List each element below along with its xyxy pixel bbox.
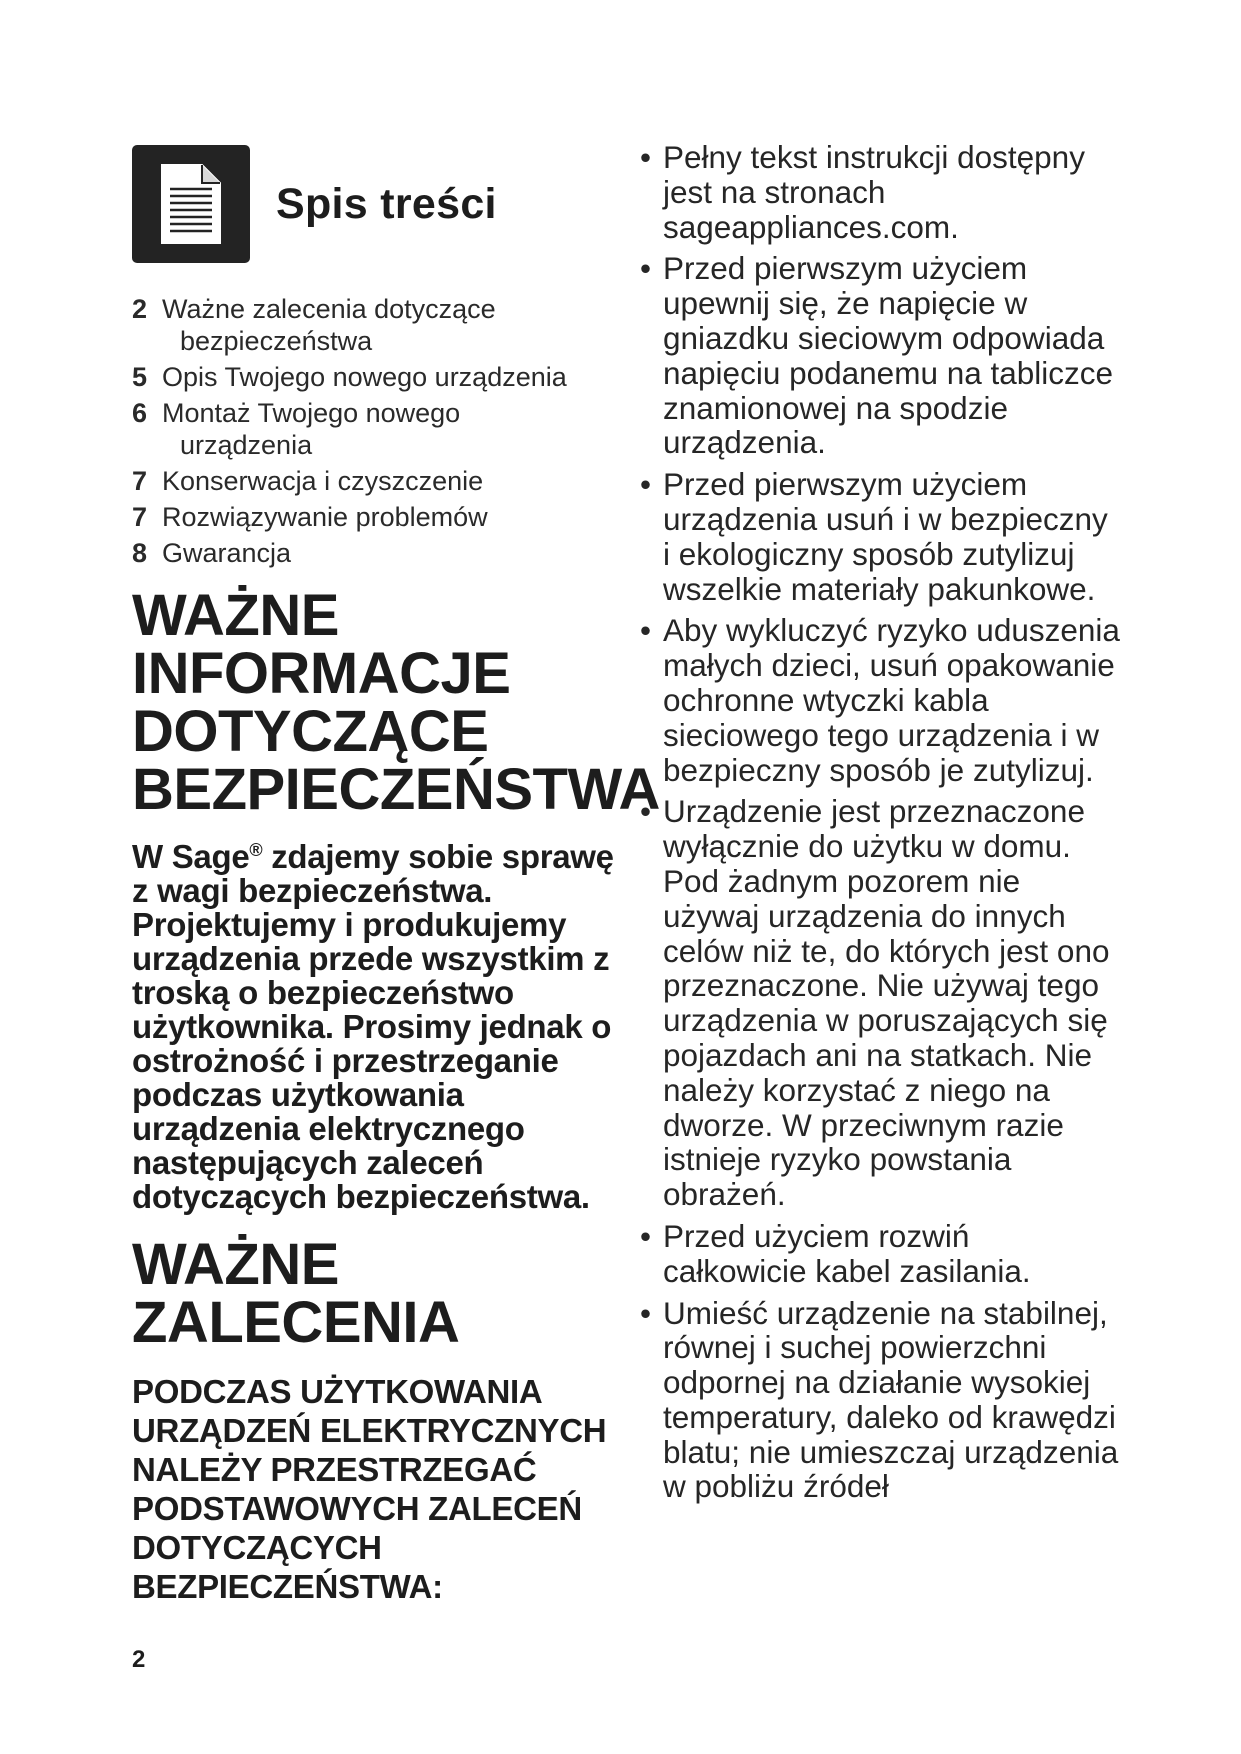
recommendations-heading: WAŻNE ZALECENIA <box>132 1232 460 1355</box>
toc-item-text: Gwarancja <box>162 538 292 568</box>
toc-item[interactable] <box>132 537 632 569</box>
safety-bullet-list <box>640 140 1120 1504</box>
toc-item-page: 6 <box>132 398 148 428</box>
toc-item-text: Opis Twojego nowego urządzenia <box>162 362 567 392</box>
registered-mark: ® <box>249 840 263 860</box>
safety-bullet: • Przed użyciem rozwiń całkowicie kabel zasilania. <box>640 1219 1120 1289</box>
toc-item[interactable] <box>132 501 632 533</box>
toc-item-page: 7 <box>132 466 148 496</box>
intro-text: zdajemy sobie sprawę z wagi bezpieczeństwa. Projektujemy i produkujemy urządzenia przede wszystkim z troską o bezpieczeństwo użytkownika. Prosimy jednak o ostrożność i przestrzeganie podczas użytkowania urządzenia elektrycznego następujących zaleceń dotyczących bezpieczeństwa. <box>132 838 614 1215</box>
safety-bullet: • Przed pierwszym użyciem upewnij się, że napięcie w gniazdku sieciowym odpowiada napięciu podanemu na tabliczce znamionowej na spodzie urządzenia. <box>640 251 1120 460</box>
toc-item[interactable] <box>132 361 632 393</box>
toc-item-page: 7 <box>132 502 148 532</box>
safety-intro <box>132 833 632 1214</box>
right-column <box>640 140 1120 1511</box>
safety-bullet: • Umieść urządzenie na stabilnej, równej i suchej powierzchni odpornej na działanie wysokiej temperatury, daleko od krawędzi blatu; nie umieszczaj urządzenia w pobliżu źródeł <box>640 1296 1120 1505</box>
toc-item[interactable] <box>132 397 632 461</box>
toc-item-text: Rozwiązywanie problemów <box>162 502 488 532</box>
toc-item[interactable] <box>132 465 632 497</box>
toc-header <box>132 145 632 263</box>
left-column <box>132 145 660 1606</box>
basic-safety-paragraph: PODCZAS UŻYTKOWANIA URZĄDZEŃ ELEKTRYCZNYCH NALEŻY PRZESTRZEGAĆ PODSTAWOWYCH ZALECEŃ DOTYCZĄCYCH BEZPIECZEŃSTWA: <box>132 1373 607 1605</box>
safety-bullet: • Pełny tekst instrukcji dostępny jest na stronach sageappliances.com. <box>640 140 1120 244</box>
safety-bullet: • Przed pierwszym użyciem urządzenia usuń i w bezpieczny i ekologiczny sposób zutylizuj wszelkie materiały pakunkowe. <box>640 467 1120 606</box>
document-icon-graphic <box>158 161 224 247</box>
safety-bullet: • Aby wykluczyć ryzyko uduszenia małych dzieci, usuń opakowanie ochronne wtyczki kabla sieciowego tego urządzenia i w bezpieczny sposób je zutylizuj. <box>640 613 1120 787</box>
toc-title: Spis treści <box>276 179 497 228</box>
toc-item-text: Montaż Twojego nowego urządzenia <box>162 398 461 460</box>
toc-item-page: 8 <box>132 538 148 568</box>
intro-brand: W Sage <box>132 838 250 875</box>
toc-item-page: 2 <box>132 294 148 324</box>
safety-bullet: • Urządzenie jest przeznaczone wyłącznie do użytku w domu. Pod żadnym pozorem nie używaj urządzenia do innych celów niż te, do których jest ono przeznaczone. Nie używaj tego urządzenia w poruszających się pojazdach ani na statkach. Nie należy korzystać z niego na dworze. W przeciwnym razie istnieje ryzyko powstania obrażeń. <box>640 794 1120 1212</box>
page-number: 2 <box>132 1646 146 1673</box>
toc-item-page: 5 <box>132 362 148 392</box>
safety-heading: WAŻNE INFORMACJE DOTYCZĄCE BEZPIECZEŃSTWA <box>132 583 660 822</box>
toc-item-text: Konserwacja i czyszczenie <box>162 466 484 496</box>
document-icon <box>132 145 250 263</box>
toc-item-text: Ważne zalecenia dotyczące bezpieczeństwa <box>162 294 496 356</box>
toc-item[interactable] <box>132 293 632 357</box>
toc-list <box>132 293 632 569</box>
